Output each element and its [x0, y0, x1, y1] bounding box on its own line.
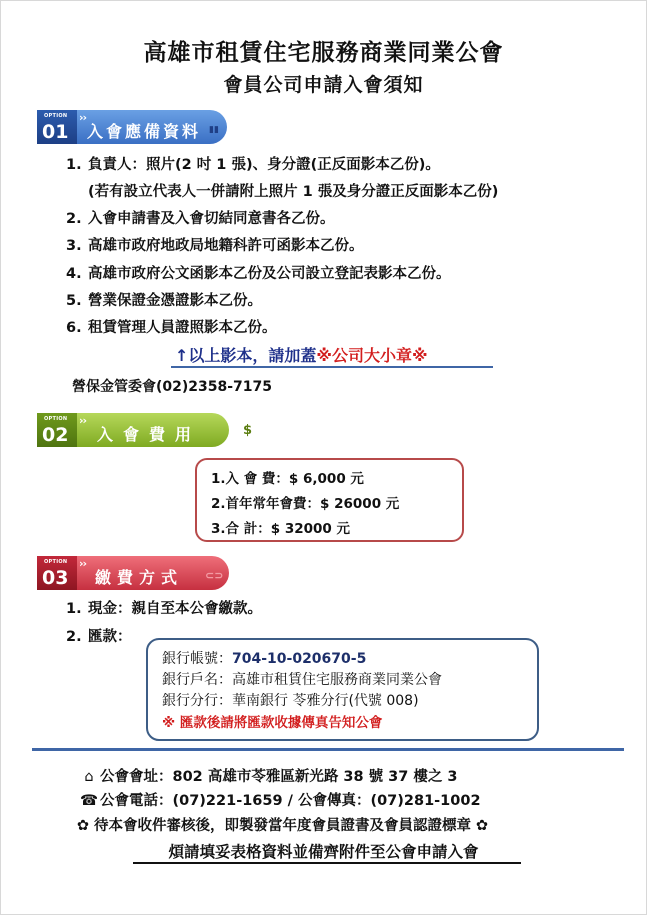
bank-account: 銀行帳號：704-10-020670-5	[162, 651, 367, 667]
committee-phone: 營保金管委會(02)2358-7175	[72, 379, 273, 395]
section-banner-documents	[37, 110, 227, 144]
option-tab	[37, 110, 77, 144]
bank-account-name: 銀行戶名：高雄市租賃住宅服務商業同業公會	[162, 672, 442, 688]
list-item: 1. 負責人：照片(2 吋 1 張)、身分證(正反面影本乙份)。	[66, 157, 440, 173]
option-tab	[37, 556, 77, 590]
list-item: 6. 租賃管理人員證照影本乙份。	[66, 320, 277, 336]
flower-icon: ✿	[76, 818, 90, 834]
section-number: 02	[42, 424, 69, 446]
list-item: 2. 匯款：	[66, 629, 132, 645]
fee-entry: 2.首年常年會費：$ 26000 元	[211, 496, 400, 512]
option-label: OPTION	[44, 113, 68, 119]
list-item: 1. 現金：親自至本公會繳款。	[66, 601, 262, 617]
chevron-icon: ››	[79, 557, 87, 570]
list-item: (若有設立代表人一併請附上照片 1 張及身分證正反面影本乙份)	[88, 184, 499, 200]
note-underline	[171, 366, 493, 368]
option-label: OPTION	[44, 416, 68, 422]
closing-underline	[133, 862, 521, 864]
list-item: 3. 高雄市政府地政局地籍科許可函影本乙份。	[66, 238, 364, 254]
fee-entry: 1.入 會 費：$ 6,000 元	[211, 471, 364, 487]
section-banner-fees	[37, 413, 253, 447]
list-item: 4. 高雄市政府公文函影本乙份及公司設立登記表影本乙份。	[66, 266, 451, 282]
list-item: 2. 入會申請書及入會切結同意書各乙份。	[66, 211, 335, 227]
divider	[32, 748, 624, 751]
section-banner-payment	[37, 556, 229, 590]
chevron-icon: ››	[79, 111, 87, 124]
list-item: 5. 營業保證金憑證影本乙份。	[66, 293, 262, 309]
building-icon: ⌂	[84, 769, 94, 785]
section-number: 01	[42, 121, 69, 143]
dollar-icon: $	[243, 423, 253, 438]
section-title: 入會應備資料	[87, 122, 202, 141]
remittance-notice: ※ 匯款後請將匯款收據傳真告知公會	[162, 715, 383, 731]
option-tab	[37, 413, 77, 447]
fee-box	[195, 458, 464, 542]
page-title: 高雄市租賃住宅服務商業同業公會	[143, 40, 504, 66]
footer-address: ⌂ 公會會址：802 高雄市苓雅區新光路 38 號 37 樓之 3	[78, 765, 458, 786]
closing-note: 煩請填妥表格資料並備齊附件至公會申請入會	[168, 843, 479, 861]
section-number: 03	[42, 567, 69, 589]
telephone-icon: ☎	[79, 793, 99, 809]
chart-icon: ▮▮	[209, 125, 219, 135]
chevron-icon: ››	[79, 414, 87, 427]
coin-icon: ⊂⊃	[205, 569, 224, 582]
footer-phone: ☎ 公會電話：(07)221-1659 / 公會傳真：(07)281-1002	[79, 793, 481, 809]
stamp-note: ↑以上影本，請加蓋※公司大小章※	[175, 346, 428, 365]
flower-icon: ✿	[475, 818, 489, 834]
page-subtitle: 會員公司申請入會須知	[223, 74, 424, 96]
footer-review: ✿ 待本會收件審核後，即製發當年度會員證書及會員認證標章 ✿	[72, 814, 493, 835]
bank-branch: 銀行分行：華南銀行 苓雅分行(代號 008)	[162, 693, 419, 709]
section-title: 入會費用	[97, 425, 202, 444]
fee-entry: 3.合 計：$ 32000 元	[211, 521, 350, 537]
option-label: OPTION	[44, 559, 68, 565]
bank-info-box	[146, 638, 539, 741]
section-title: 繳費方式	[95, 568, 184, 587]
